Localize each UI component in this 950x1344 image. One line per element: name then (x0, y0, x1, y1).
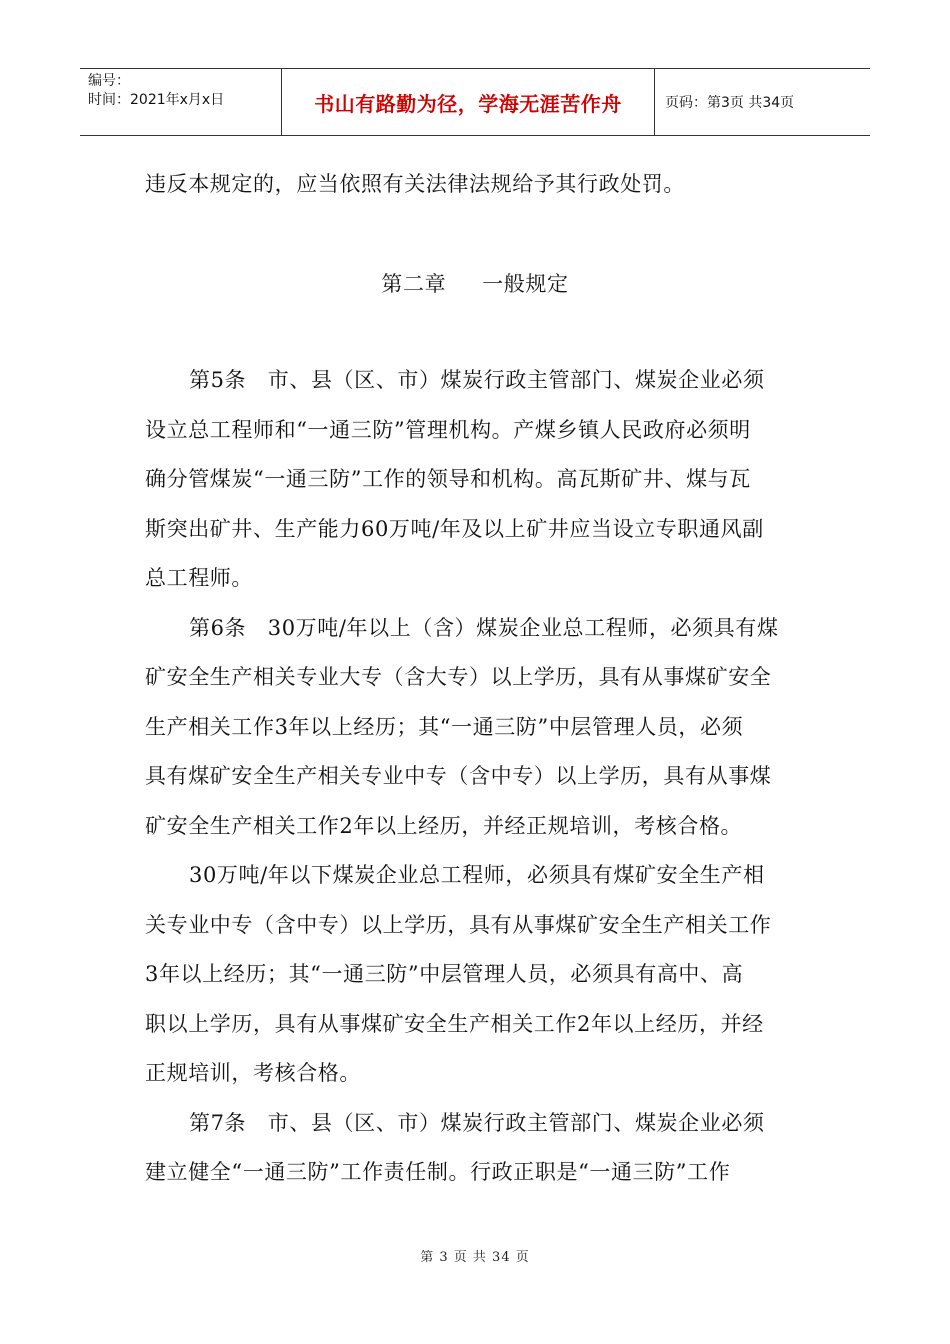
chapter-heading (0, 262, 950, 306)
header-meta (80, 69, 282, 135)
code-label: 编号： (88, 73, 130, 89)
body-line: 确分管煤炭“一通三防”工作的领导和机构。高瓦斯矿井、煤与瓦 (145, 467, 751, 491)
document-body (145, 160, 805, 210)
body-line: 3年以上经历；其“一通三防”中层管理人员，必须具有高中、高 (145, 962, 744, 986)
header-page-info: 页码：第3页 共34页 (665, 95, 795, 111)
header-motto: 书山有路勤为径，学海无涯苦作舟 (282, 69, 655, 135)
body-line: 设立总工程师和“一通三防”管理机构。产煤乡镇人民政府必须明 (145, 417, 751, 442)
body-line: 关专业中专（含中专）以上学历，具有从事煤矿安全生产相关工作 (145, 912, 772, 937)
body-line: 正规培训，考核合格。 (145, 1061, 361, 1085)
articles-block (145, 356, 805, 1198)
chapter-title: 一般规定 (482, 272, 569, 296)
intro-line: 违反本规定的，应当依照有关法律法规给予其行政处罚。 (145, 172, 685, 196)
page-footer: 第 3 页 共 34 页 (420, 1250, 530, 1265)
body-line: 建立健全“一通三防”工作责任制。行政正职是“一通三防”工作 (145, 1160, 731, 1184)
body-line: 矿安全生产相关工作2年以上经历，并经正规培训，考核合格。 (145, 813, 743, 838)
body-line: 具有煤矿安全生产相关专业中专（含中专）以上学历，具有从事煤 (145, 764, 772, 788)
page-header (80, 68, 870, 136)
body-line: 30万吨/年以下煤炭企业总工程师，必须具有煤矿安全生产相 (189, 863, 765, 887)
body-line: 矿安全生产相关专业大专（含大专）以上学历，具有从事煤矿安全 (145, 665, 772, 689)
body-line: 职以上学历，具有从事煤矿安全生产相关工作2年以上经历，并经 (145, 1011, 764, 1036)
body-line: 第7条 市、县（区、市）煤炭行政主管部门、煤炭企业必须 (189, 1110, 765, 1135)
body-line: 第5条 市、县（区、市）煤炭行政主管部门、煤炭企业必须 (189, 368, 765, 392)
body-line: 第6条 30万吨/年以上（含）煤炭企业总工程师，必须具有煤 (189, 615, 779, 640)
body-line: 总工程师。 (145, 566, 253, 590)
date-label: 时间：2021年x月x日 (88, 92, 225, 108)
chapter-number: 第二章 (381, 272, 447, 296)
body-line: 生产相关工作3年以上经历；其“一通三防”中层管理人员，必须 (145, 714, 744, 739)
body-line: 斯突出矿井、生产能力60万吨/年及以上矿井应当设立专职通风副 (145, 516, 764, 541)
